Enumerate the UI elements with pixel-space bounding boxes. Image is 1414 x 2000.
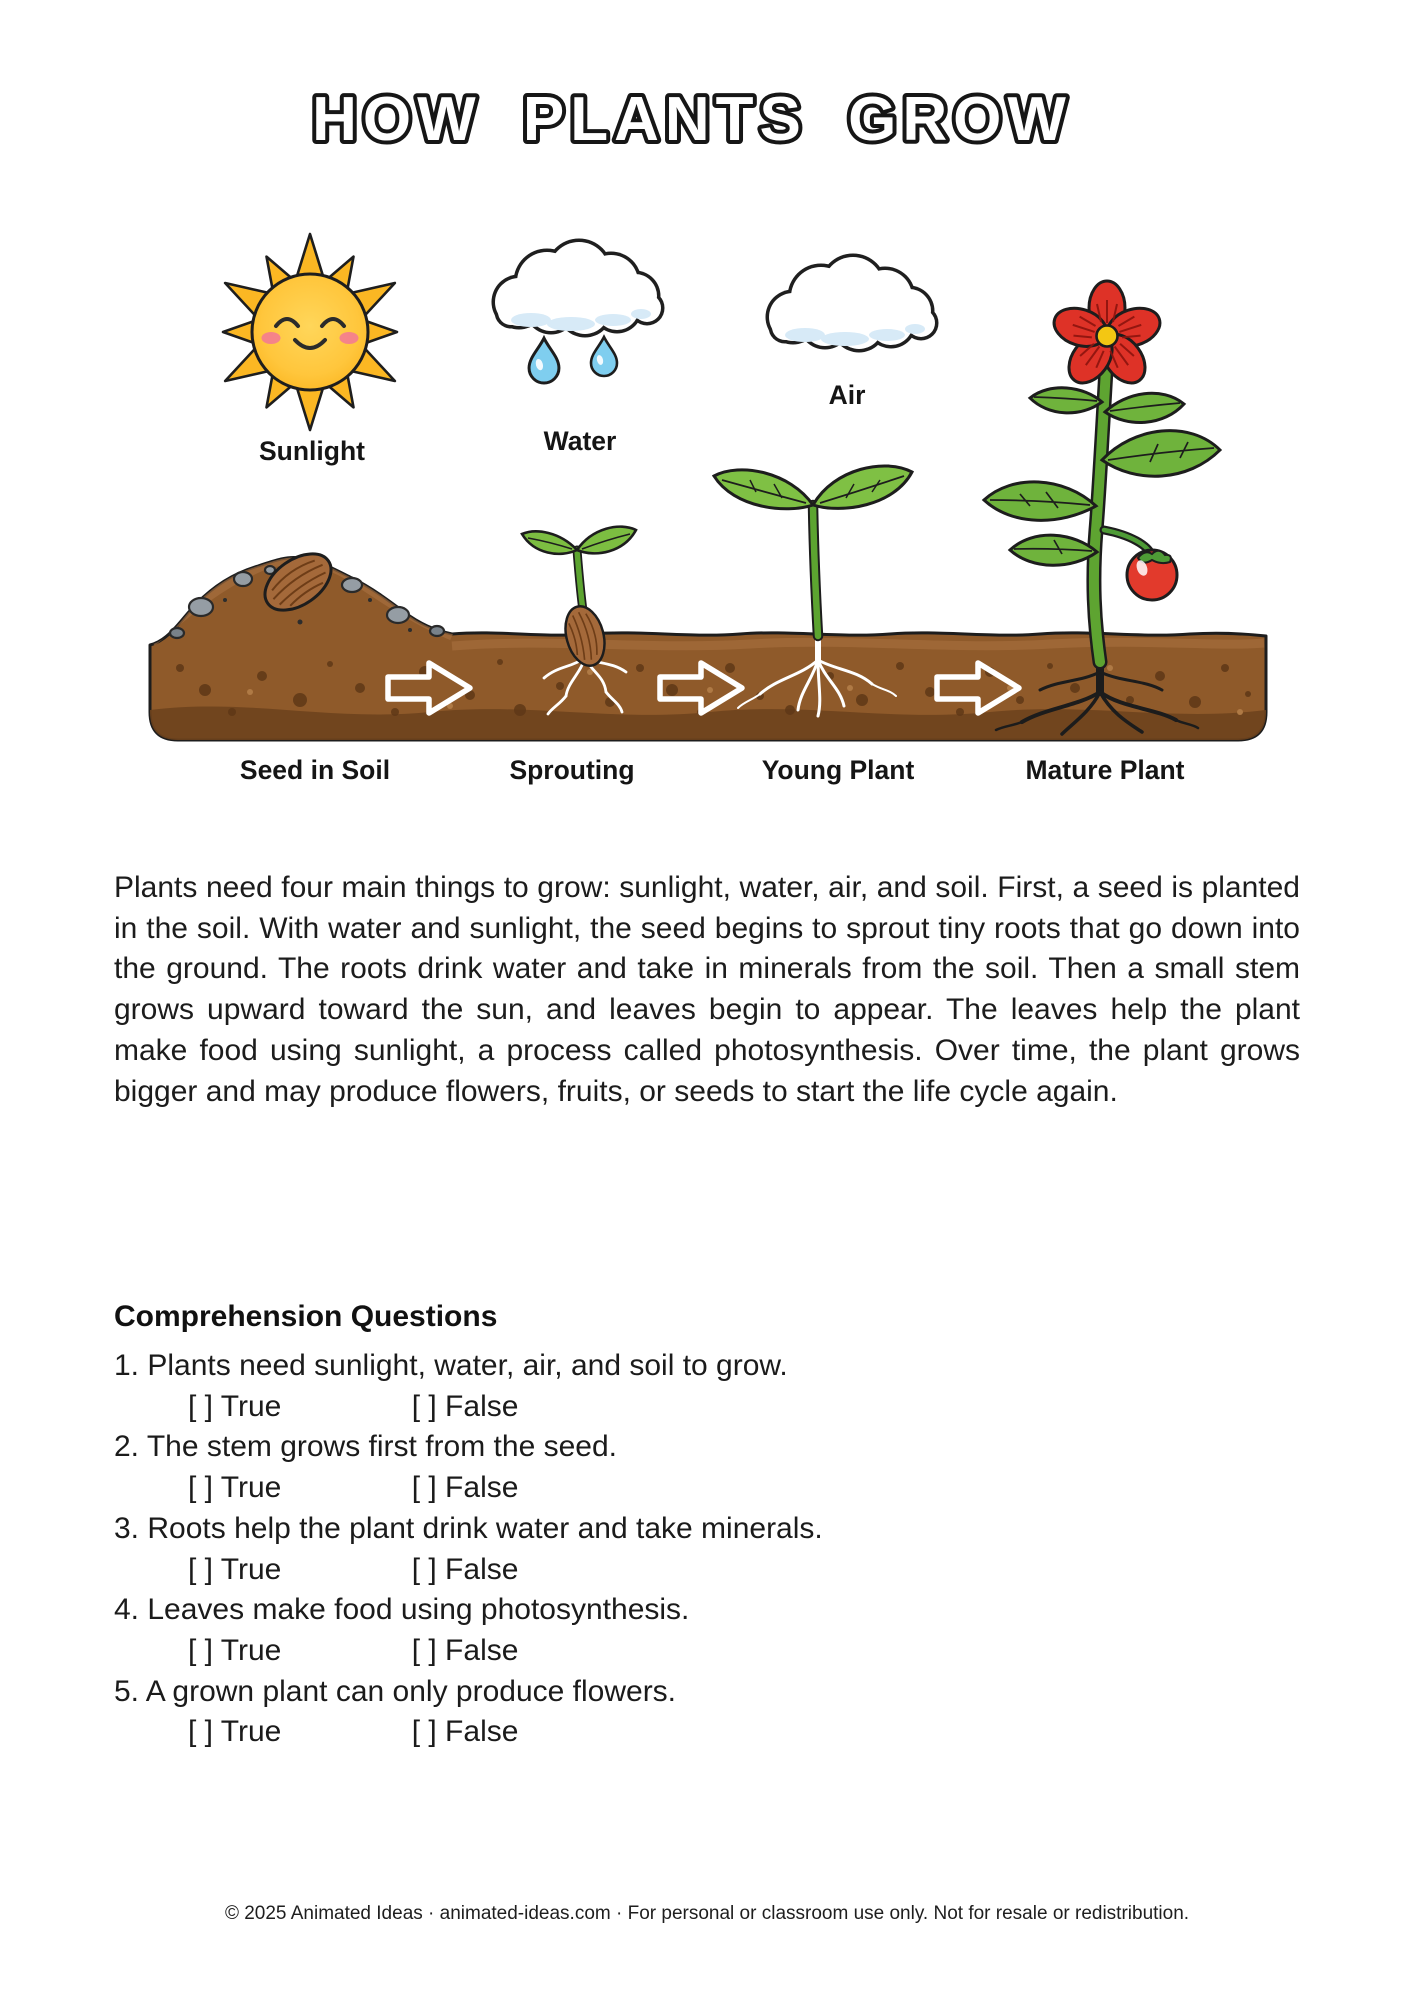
question-row [114, 1590, 1324, 1631]
label-air: Air [828, 380, 866, 410]
question-text: Leaves make food using photosynthesis. [147, 1593, 690, 1627]
copyright-footer: © 2025 Animated Ideas · animated-ideas.com · For personal or classroom use only. Not for resale or redistribution. [224, 1903, 1190, 1924]
false-checkbox-option[interactable]: [ ] False [411, 1552, 519, 1586]
true-checkbox-option[interactable]: [ ] True [188, 1715, 282, 1749]
question-row [114, 1346, 1324, 1387]
true-checkbox-option[interactable]: [ ] True [188, 1471, 282, 1505]
question-row [114, 1427, 1324, 1468]
answer-options [114, 1712, 1324, 1753]
question-number: 3. [114, 1511, 140, 1545]
stage-label-young: Young Plant [761, 755, 915, 785]
question-text: Roots help the plant drink water and take minerals. [147, 1511, 823, 1545]
question-number: 5. [114, 1674, 140, 1708]
raindrop-icon [529, 338, 559, 383]
answer-options [114, 1550, 1324, 1591]
answer-options [114, 1631, 1324, 1672]
question-row [114, 1509, 1324, 1550]
question-number: 2. [114, 1430, 140, 1464]
question-number: 4. [114, 1593, 140, 1627]
true-checkbox-option[interactable]: [ ] True [188, 1389, 282, 1423]
plant-growth-diagram [0, 0, 1414, 810]
question-number: 1. [114, 1349, 140, 1382]
answer-options [114, 1468, 1324, 1509]
questions-heading: Comprehension Questions [114, 1300, 498, 1333]
stage-label-seed: Seed in Soil [239, 755, 391, 785]
true-checkbox-option[interactable]: [ ] True [188, 1552, 282, 1586]
raindrop-icon [591, 337, 617, 376]
stage-label-sprouting: Sprouting [509, 755, 635, 785]
tomato-icon [1127, 550, 1177, 600]
page-title: HOW PLANTS GROW [312, 85, 1072, 154]
rain-cloud-icon [492, 239, 665, 384]
reading-passage: Plants need four main things to grow: sunlight, water, air, and soil. First, a seed is planted in the soil. With water and sunlight, the seed begins to sprout tiny roots that go down into the ground. The roots drink water and take in minerals from the soil. Then a small stem grows upward toward the sun, and leaves begin to appear. The leaves help the plant make food using sunlight, a process called photosynthesis. Over time, the plant grows bigger and may produce flowers, fruits, or seeds to start the life cycle again. [114, 871, 1300, 1108]
question-text: A grown plant can only produce flowers. [145, 1674, 677, 1708]
label-sunlight: Sunlight [259, 436, 365, 466]
sun-icon [219, 234, 402, 430]
false-checkbox-option[interactable]: [ ] False [411, 1471, 519, 1505]
false-checkbox-option[interactable]: [ ] False [411, 1715, 519, 1749]
false-checkbox-option[interactable]: [ ] False [411, 1633, 519, 1667]
question-text: Plants need sunlight, water, air, and soil to grow. [147, 1349, 788, 1382]
answer-options [114, 1387, 1324, 1428]
comprehension-questions-section [114, 1300, 1324, 1753]
true-checkbox-option[interactable]: [ ] True [188, 1633, 282, 1667]
stage-label-mature: Mature Plant [1025, 755, 1185, 785]
label-water: Water [543, 426, 617, 456]
air-cloud-icon [766, 254, 939, 353]
false-checkbox-option[interactable]: [ ] False [411, 1389, 519, 1423]
question-row [114, 1672, 1324, 1713]
question-text: The stem grows first from the seed. [146, 1430, 617, 1464]
